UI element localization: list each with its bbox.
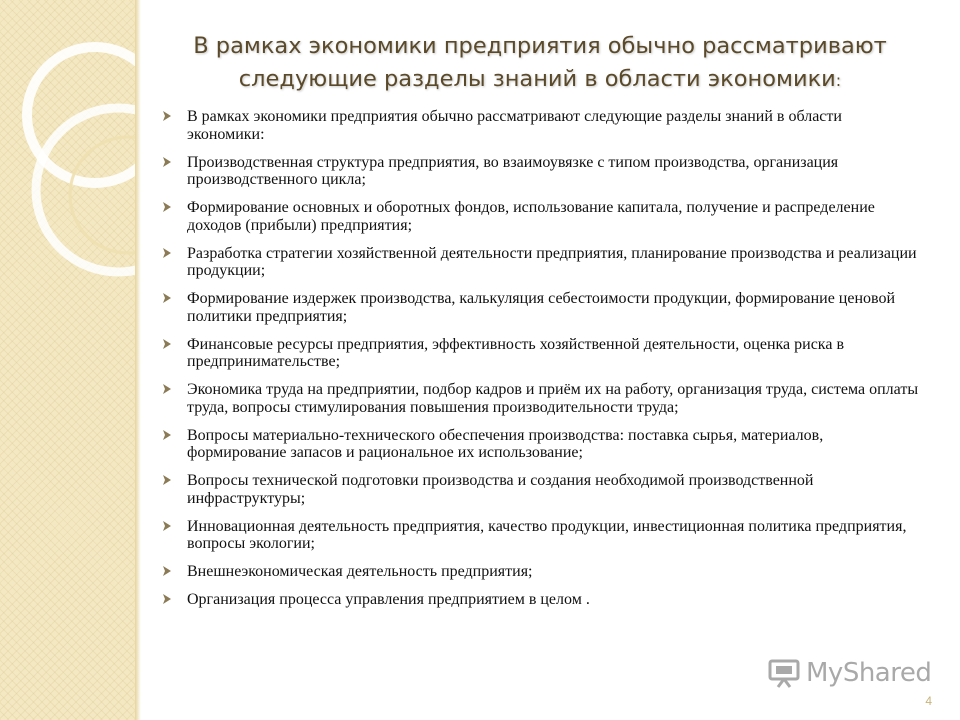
bullet-text: Формирование издержек производства, калькуляция себестоимости продукции, формирование ценовой политики предприятия;	[187, 290, 896, 325]
mysharedwatermark	[768, 658, 931, 688]
bullet-item	[160, 518, 920, 553]
bullet-text: Инновационная деятельность предприятия, качество продукции, инвестиционная политика предприятия, вопросы экологии;	[187, 517, 907, 552]
bullet-list	[160, 108, 920, 619]
bullet-text: Разработка стратегии хозяйственной деятельности предприятия, планирование производства и реализации продукции;	[187, 244, 917, 279]
band-edge-shadow	[135, 0, 141, 720]
arrow-bullet-icon	[162, 292, 172, 304]
bullet-item	[160, 472, 920, 507]
bullet-text: Организация процесса управления предприятием в целом .	[187, 591, 590, 608]
slide-title-text: В рамках экономики предприятия обычно рассматривают следующие разделы знаний в области экономики	[193, 33, 887, 92]
slide-title-colon: :	[835, 71, 842, 90]
arrow-bullet-icon	[162, 593, 172, 605]
arrow-bullet-icon	[162, 565, 172, 577]
arrow-bullet-icon	[162, 201, 172, 213]
bullet-item	[160, 381, 920, 416]
bullet-item	[160, 154, 920, 189]
arrow-bullet-icon	[162, 474, 172, 486]
bullet-text: Вопросы материально-технического обеспечения производства: поставка сырья, материалов, формирование запасов и рациональное их использование;	[187, 426, 824, 461]
bullet-item	[160, 199, 920, 234]
bullet-text: Внешнеэкономическая деятельность предприятия;	[187, 563, 533, 580]
watermark-text: MyShared	[806, 658, 932, 688]
page-number: 4	[925, 694, 932, 708]
arrow-bullet-icon	[162, 247, 172, 259]
arrow-bullet-icon	[162, 110, 172, 122]
decorative-side-band	[0, 0, 135, 720]
arrow-bullet-icon	[162, 156, 172, 168]
bullet-item	[160, 336, 920, 371]
bullet-item	[160, 245, 920, 280]
decorative-circles	[0, 0, 135, 720]
arrow-bullet-icon	[162, 383, 172, 395]
bullet-item	[160, 427, 920, 462]
bullet-item	[160, 290, 920, 325]
bullet-text: Производственная структура предприятия, во взаимоувязке с типом производства, организация производственного цикла;	[187, 153, 839, 188]
arrow-bullet-icon	[162, 520, 172, 532]
bullet-text: Формирование основных и оборотных фондов, использование капитала, получение и распределение доходов (прибыли) предприятия;	[187, 199, 875, 234]
bullet-item	[160, 108, 920, 143]
presentation-board-icon	[768, 658, 800, 688]
bullet-text: Экономика труда на предприятии, подбор кадров и приём их на работу, организация труда, система оплаты труда, вопросы стимулирования повышения производительности труда;	[187, 381, 919, 416]
bullet-item	[160, 591, 920, 609]
bullet-text: Финансовые ресурсы предприятия, эффективность хозяйственной деятельности, оценка риска в предпринимательстве;	[187, 335, 844, 370]
bullet-item	[160, 563, 920, 581]
slide-title	[160, 30, 920, 97]
bullet-text: В рамках экономики предприятия обычно рассматривают следующие разделы знаний в области экономики:	[187, 108, 842, 143]
bullet-text: Вопросы технической подготовки производства и создания необходимой производственной инфраструктуры;	[187, 472, 814, 507]
arrow-bullet-icon	[162, 338, 172, 350]
arrow-bullet-icon	[162, 429, 172, 441]
